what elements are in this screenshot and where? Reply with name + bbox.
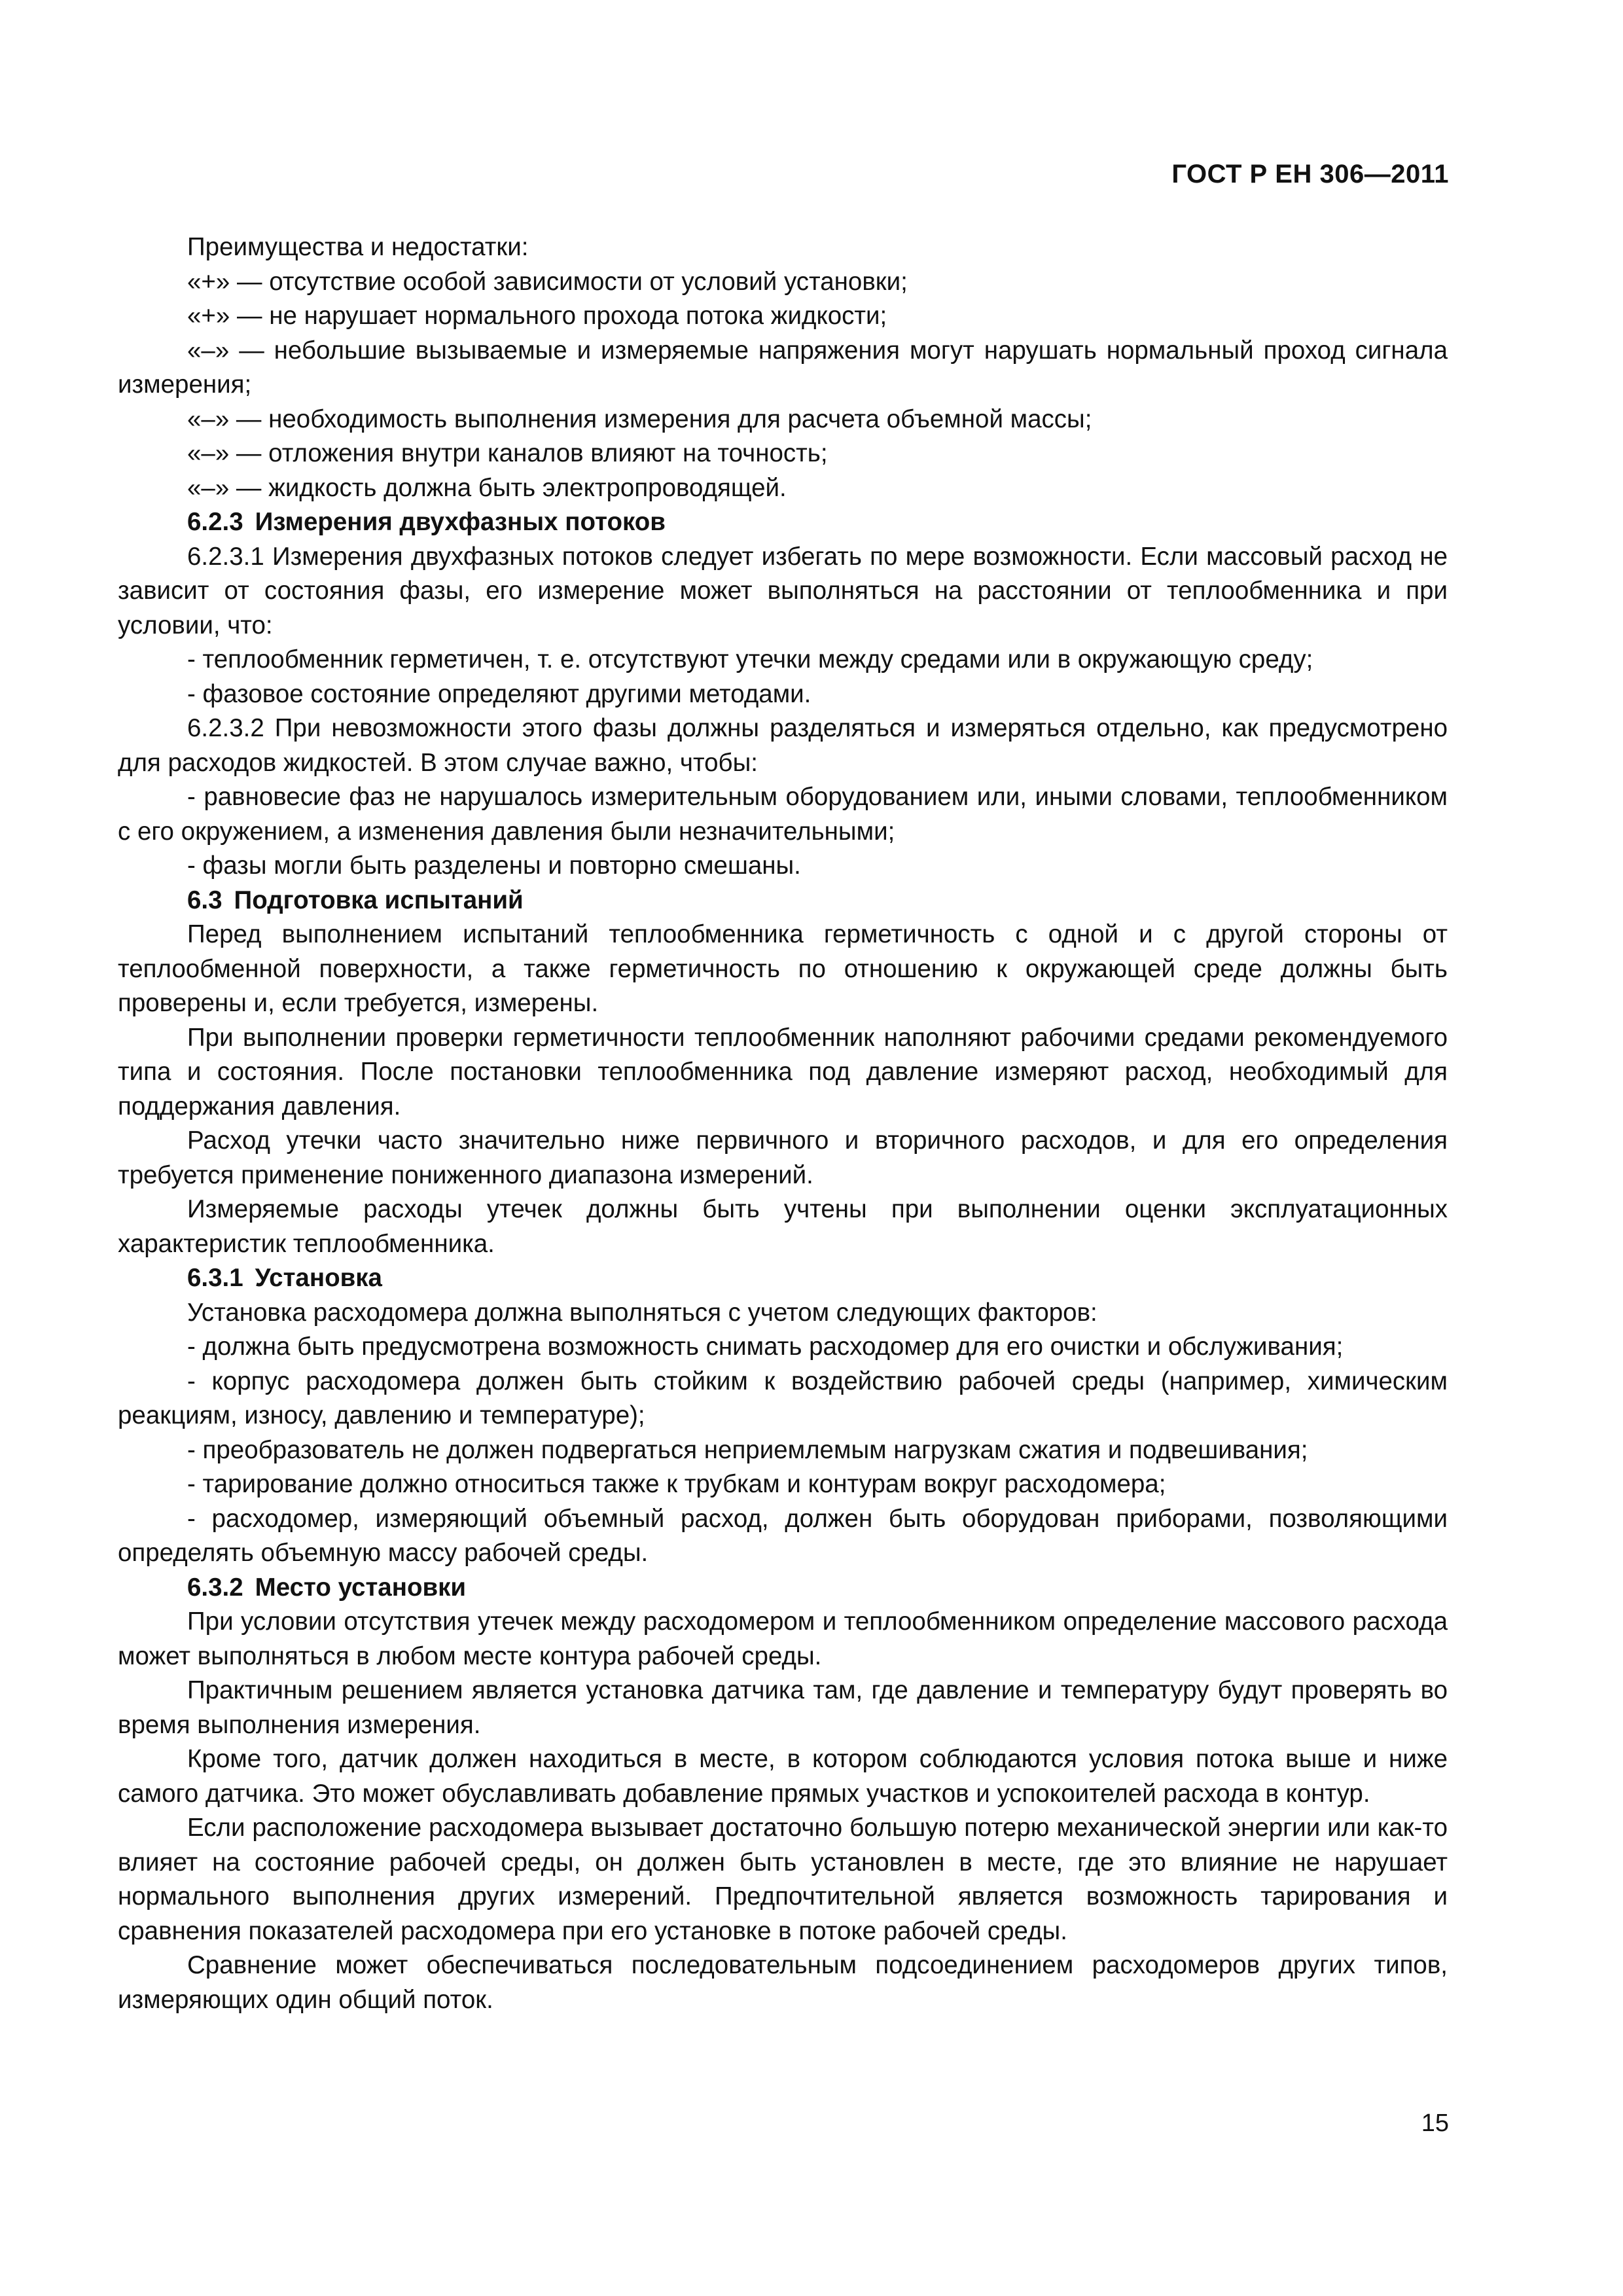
list-item: - преобразователь не должен подвергаться неприемлемым нагрузкам сжатия и подвешивания; xyxy=(187,1435,1308,1464)
page-number: 15 xyxy=(1421,2109,1449,2137)
paragraph: При выполнении проверки герметичности теплообменник наполняют рабочими средами рекомендуемого типа и состояния. После постановки теплообменника под давление измеряют расход, необходимый для поддержания давления. xyxy=(118,1023,1448,1121)
section-title: Место установки xyxy=(255,1573,467,1602)
section-number: 6.3.2 xyxy=(187,1573,243,1602)
pros-cons-item: «–» — отложения внутри каналов влияют на точность; xyxy=(187,439,828,467)
pros-cons-item: «+» — отсутствие особой зависимости от условий установки; xyxy=(187,267,908,296)
paragraph: Установка расходомера должна выполняться с учетом следующих факторов: xyxy=(187,1298,1097,1327)
paragraph: При условии отсутствия утечек между расходомером и теплообменником определение массового расхода может выполняться в любом месте контура рабочей среды. xyxy=(118,1607,1448,1670)
section-number: 6.3.1 xyxy=(187,1264,243,1292)
paragraph: Сравнение может обеспечиваться последовательным подсоединением расходомеров других типов, измеряющих один общий поток. xyxy=(118,1951,1448,2014)
paragraph: Перед выполнением испытаний теплообменника герметичность с одной и с другой стороны от теплообменной поверхности, а также герметичность по отношению к окружающей среде должны быть проверены и, если требуется, измерены. xyxy=(118,920,1448,1017)
list-item: - теплообменник герметичен, т. е. отсутствуют утечки между средами или в окружающую среду; xyxy=(187,645,1313,673)
list-item: - расходомер, измеряющий объемный расход, должен быть оборудован приборами, позволяющими определять объемную массу рабочей среды. xyxy=(118,1504,1448,1567)
paragraph: Кроме того, датчик должен находиться в месте, в котором соблюдаются условия потока выше и ниже самого датчика. Это может обуславливать добавление прямых участков и успокоителей расхода в контур. xyxy=(118,1745,1448,1808)
paragraph: Преимущества и недостатки: xyxy=(187,233,529,261)
paragraph: 6.2.3.1 Измерения двухфазных потоков следует избегать по мере возможности. Если массовый расход не зависит от состояния фазы, его измерение может выполняться на расстоянии от теплообменника и при условии, что: xyxy=(118,542,1448,639)
list-item: - тарирование должно относиться также к трубкам и контурам вокруг расходомера; xyxy=(187,1470,1166,1498)
pros-cons-item: «–» — необходимость выполнения измерения для расчета объемной массы; xyxy=(187,404,1092,433)
section-title: Подготовка испытаний xyxy=(234,886,524,914)
pros-cons-item: «–» — жидкость должна быть электропроводящей. xyxy=(187,473,787,502)
section-heading-6-3-2 xyxy=(118,1571,1448,1605)
list-item: - должна быть предусмотрена возможность снимать расходомер для его очистки и обслуживания; xyxy=(187,1333,1344,1361)
list-item: - фазы могли быть разделены и повторно смешаны. xyxy=(187,852,801,880)
paragraph: Измеряемые расходы утечек должны быть учтены при выполнении оценки эксплуатационных характеристик теплообменника. xyxy=(118,1195,1448,1258)
paragraph: 6.2.3.2 При невозможности этого фазы должны разделяться и измеряться отдельно, как предусмотрено для расходов жидкостей. В этом случае важно, чтобы: xyxy=(118,714,1448,777)
document-header: ГОСТ Р ЕН 306—2011 xyxy=(1171,160,1449,188)
list-item: - равновесие фаз не нарушалось измерительным оборудованием или, иными словами, теплообменником с его окружением, а изменения давления были незначительными; xyxy=(118,783,1448,846)
section-heading-6-3 xyxy=(118,884,1448,918)
section-title: Измерения двухфазных потоков xyxy=(255,508,666,536)
pros-cons-item: «–» — небольшие вызываемые и измеряемые напряжения могут нарушать нормальный проход сигнала измерения; xyxy=(118,336,1448,399)
paragraph: Практичным решением является установка датчика там, где давление и температуру будут проверять во время выполнения измерения. xyxy=(118,1676,1448,1739)
paragraph: Расход утечки часто значительно ниже первичного и вторичного расходов, и для его определения требуется применение пониженного диапазона измерений. xyxy=(118,1126,1448,1189)
section-title: Установка xyxy=(255,1264,382,1292)
section-number: 6.2.3 xyxy=(187,508,243,536)
document-body xyxy=(118,230,1448,2017)
list-item: - корпус расходомера должен быть стойким к воздействию рабочей среды (например, химическим реакциям, износу, давлению и температуре); xyxy=(118,1367,1448,1429)
pros-cons-item: «+» — не нарушает нормального прохода потока жидкости; xyxy=(187,302,887,330)
section-heading-6-3-1 xyxy=(118,1261,1448,1296)
section-number: 6.3 xyxy=(187,886,223,914)
paragraph: Если расположение расходомера вызывает достаточно большую потерю механической энергии или как-то влияет на состояние рабочей среды, он должен быть установлен в месте, где это влияние не нарушает нормального выполнения других измерений. Предпочтительной является возможность тарирования и сравнения показателей расходомера при его установке в потоке рабочей среды. xyxy=(118,1814,1448,1945)
list-item: - фазовое состояние определяют другими методами. xyxy=(187,679,812,708)
section-heading-6-2-3 xyxy=(118,505,1448,540)
